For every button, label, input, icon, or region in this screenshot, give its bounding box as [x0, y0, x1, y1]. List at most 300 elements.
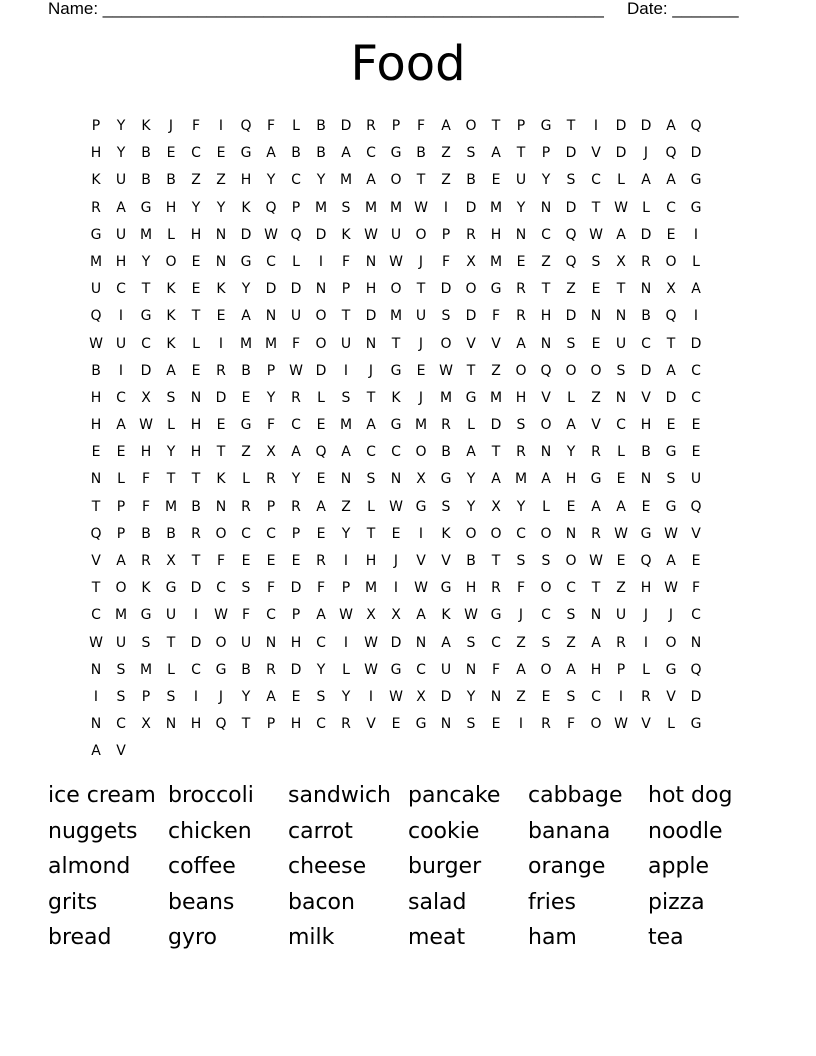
grid-letter[interactable]: E: [491, 172, 502, 189]
grid-letter[interactable]: D: [615, 118, 628, 134]
grid-letter[interactable]: F: [341, 253, 352, 270]
grid-letter[interactable]: H: [90, 389, 103, 406]
grid-letter[interactable]: A: [666, 362, 677, 379]
grid-letter[interactable]: I: [343, 553, 350, 569]
grid-letter[interactable]: N: [340, 471, 353, 488]
grid-letter[interactable]: D: [340, 118, 353, 134]
grid-letter[interactable]: O: [565, 362, 578, 379]
grid-letter[interactable]: S: [566, 335, 577, 352]
grid-letter[interactable]: C: [491, 634, 502, 651]
grid-letter[interactable]: F: [266, 118, 277, 134]
grid-letter[interactable]: D: [640, 362, 653, 379]
grid-letter[interactable]: R: [141, 553, 152, 569]
grid-letter[interactable]: W: [389, 253, 404, 270]
grid-letter[interactable]: O: [390, 172, 403, 189]
grid-letter[interactable]: I: [443, 199, 450, 216]
grid-letter[interactable]: G: [390, 362, 403, 379]
grid-letter[interactable]: U: [615, 607, 628, 624]
grid-letter[interactable]: A: [566, 417, 577, 434]
grid-letter[interactable]: W: [364, 634, 379, 651]
grid-letter[interactable]: N: [265, 634, 278, 651]
grid-letter[interactable]: D: [640, 118, 653, 134]
grid-letter[interactable]: O: [540, 580, 553, 597]
grid-letter[interactable]: O: [415, 444, 428, 461]
grid-letter[interactable]: G: [390, 417, 403, 434]
grid-letter[interactable]: D: [465, 199, 478, 216]
grid-letter[interactable]: N: [490, 688, 503, 705]
grid-letter[interactable]: Y: [341, 688, 352, 705]
grid-letter[interactable]: S: [666, 471, 677, 488]
grid-letter[interactable]: L: [317, 389, 326, 406]
grid-letter[interactable]: I: [218, 335, 225, 352]
grid-letter[interactable]: C: [541, 607, 552, 624]
grid-letter[interactable]: D: [565, 308, 578, 325]
grid-letter[interactable]: Q: [565, 226, 578, 243]
grid-letter[interactable]: E: [516, 253, 527, 270]
grid-letter[interactable]: J: [168, 118, 175, 134]
grid-letter[interactable]: E: [591, 281, 602, 298]
grid-letter[interactable]: R: [291, 498, 302, 515]
grid-letter[interactable]: P: [441, 226, 452, 243]
grid-letter[interactable]: A: [366, 417, 377, 434]
grid-letter[interactable]: P: [116, 498, 127, 515]
grid-letter[interactable]: B: [166, 172, 177, 189]
grid-letter[interactable]: M: [139, 661, 154, 678]
grid-letter[interactable]: E: [216, 308, 227, 325]
grid-letter[interactable]: B: [316, 118, 327, 134]
grid-letter[interactable]: R: [216, 362, 227, 379]
grid-letter[interactable]: X: [466, 253, 477, 270]
grid-letter[interactable]: E: [241, 389, 252, 406]
grid-letter[interactable]: H: [290, 716, 303, 733]
grid-letter[interactable]: Z: [566, 281, 577, 298]
grid-letter[interactable]: W: [364, 226, 379, 243]
grid-letter[interactable]: C: [366, 444, 377, 461]
grid-letter[interactable]: D: [290, 580, 303, 597]
grid-letter[interactable]: B: [466, 172, 477, 189]
grid-letter[interactable]: C: [616, 417, 627, 434]
grid-letter[interactable]: U: [440, 661, 453, 678]
grid-letter[interactable]: B: [166, 525, 177, 542]
grid-letter[interactable]: F: [141, 498, 152, 515]
grid-letter[interactable]: V: [441, 553, 452, 569]
grid-letter[interactable]: Y: [466, 498, 477, 515]
grid-letter[interactable]: G: [140, 607, 153, 624]
grid-letter[interactable]: E: [216, 145, 227, 162]
grid-letter[interactable]: A: [241, 308, 252, 325]
grid-letter[interactable]: K: [241, 199, 252, 216]
grid-letter[interactable]: I: [193, 607, 200, 624]
grid-letter[interactable]: W: [364, 661, 379, 678]
grid-letter[interactable]: U: [415, 308, 428, 325]
grid-letter[interactable]: H: [590, 661, 603, 678]
grid-letter[interactable]: F: [141, 471, 152, 488]
grid-letter[interactable]: G: [440, 471, 453, 488]
grid-letter[interactable]: K: [216, 471, 227, 488]
grid-letter[interactable]: L: [467, 417, 476, 434]
grid-letter[interactable]: L: [692, 253, 701, 270]
grid-letter[interactable]: S: [441, 308, 452, 325]
grid-letter[interactable]: M: [489, 199, 504, 216]
grid-letter[interactable]: I: [393, 580, 400, 597]
grid-letter[interactable]: W: [389, 688, 404, 705]
grid-letter[interactable]: L: [642, 661, 651, 678]
grid-letter[interactable]: Z: [616, 580, 627, 597]
grid-letter[interactable]: H: [90, 417, 103, 434]
grid-letter[interactable]: K: [166, 308, 177, 325]
grid-letter[interactable]: Q: [640, 553, 653, 569]
grid-letter[interactable]: U: [340, 335, 353, 352]
grid-letter[interactable]: T: [141, 281, 152, 298]
grid-letter[interactable]: G: [490, 281, 503, 298]
grid-letter[interactable]: A: [466, 444, 477, 461]
grid-letter[interactable]: A: [316, 607, 327, 624]
grid-letter[interactable]: T: [166, 634, 177, 651]
grid-letter[interactable]: O: [665, 253, 678, 270]
grid-letter[interactable]: P: [291, 199, 302, 216]
grid-letter[interactable]: L: [117, 471, 126, 488]
grid-letter[interactable]: B: [416, 145, 427, 162]
grid-letter[interactable]: R: [516, 281, 527, 298]
grid-letter[interactable]: G: [240, 253, 253, 270]
grid-letter[interactable]: D: [665, 389, 678, 406]
grid-letter[interactable]: E: [591, 335, 602, 352]
grid-letter[interactable]: O: [465, 525, 478, 542]
grid-letter[interactable]: Q: [90, 525, 103, 542]
grid-letter[interactable]: G: [165, 580, 178, 597]
grid-letter[interactable]: R: [591, 444, 602, 461]
grid-letter[interactable]: E: [641, 498, 652, 515]
grid-letter[interactable]: C: [266, 607, 277, 624]
grid-letter[interactable]: N: [265, 308, 278, 325]
grid-letter[interactable]: M: [489, 389, 504, 406]
grid-letter[interactable]: A: [266, 688, 277, 705]
grid-letter[interactable]: K: [216, 281, 227, 298]
grid-letter[interactable]: C: [316, 716, 327, 733]
grid-letter[interactable]: F: [441, 253, 452, 270]
grid-letter[interactable]: S: [466, 145, 477, 162]
grid-letter[interactable]: F: [316, 580, 327, 597]
grid-letter[interactable]: C: [291, 172, 302, 189]
grid-letter[interactable]: C: [241, 525, 252, 542]
grid-letter[interactable]: Y: [516, 199, 527, 216]
grid-letter[interactable]: H: [90, 145, 103, 162]
grid-letter[interactable]: F: [266, 580, 277, 597]
grid-letter[interactable]: J: [393, 553, 400, 569]
grid-letter[interactable]: G: [665, 661, 678, 678]
grid-letter[interactable]: G: [590, 471, 603, 488]
grid-letter[interactable]: O: [565, 553, 578, 569]
date-field[interactable]: Date: _______: [627, 0, 739, 18]
grid-letter[interactable]: C: [316, 634, 327, 651]
grid-letter[interactable]: O: [490, 525, 503, 542]
grid-letter[interactable]: I: [218, 118, 225, 134]
grid-letter[interactable]: N: [215, 498, 228, 515]
grid-letter[interactable]: Q: [290, 226, 303, 243]
grid-letter[interactable]: V: [641, 716, 652, 733]
grid-letter[interactable]: C: [266, 253, 277, 270]
grid-letter[interactable]: M: [389, 308, 404, 325]
grid-letter[interactable]: N: [190, 389, 203, 406]
grid-letter[interactable]: D: [390, 634, 403, 651]
name-field[interactable]: Name: _____________________________________________________: [48, 0, 604, 18]
grid-letter[interactable]: Y: [266, 389, 277, 406]
grid-letter[interactable]: L: [567, 389, 576, 406]
grid-letter[interactable]: C: [666, 199, 677, 216]
grid-letter[interactable]: C: [291, 417, 302, 434]
grid-letter[interactable]: U: [90, 281, 103, 298]
grid-letter[interactable]: M: [264, 335, 279, 352]
grid-letter[interactable]: A: [441, 634, 452, 651]
grid-letter[interactable]: S: [116, 688, 127, 705]
grid-letter[interactable]: Z: [191, 172, 202, 189]
grid-letter[interactable]: G: [665, 444, 678, 461]
grid-letter[interactable]: J: [418, 335, 425, 352]
grid-letter[interactable]: Z: [516, 634, 527, 651]
grid-letter[interactable]: Z: [591, 389, 602, 406]
grid-letter[interactable]: L: [617, 444, 626, 461]
grid-letter[interactable]: H: [465, 580, 478, 597]
grid-letter[interactable]: N: [390, 471, 403, 488]
grid-letter[interactable]: O: [540, 525, 553, 542]
grid-letter[interactable]: C: [541, 226, 552, 243]
grid-letter[interactable]: A: [166, 362, 177, 379]
grid-letter[interactable]: Q: [690, 118, 703, 134]
grid-letter[interactable]: Q: [90, 308, 103, 325]
grid-letter[interactable]: T: [591, 199, 602, 216]
grid-letter[interactable]: H: [290, 634, 303, 651]
grid-letter[interactable]: R: [291, 389, 302, 406]
grid-letter[interactable]: K: [91, 172, 102, 189]
grid-letter[interactable]: Y: [191, 199, 202, 216]
grid-letter[interactable]: G: [240, 145, 253, 162]
grid-letter[interactable]: S: [541, 634, 552, 651]
grid-letter[interactable]: K: [141, 118, 152, 134]
grid-letter[interactable]: F: [491, 661, 502, 678]
grid-letter[interactable]: P: [266, 716, 277, 733]
grid-letter[interactable]: W: [414, 199, 429, 216]
grid-letter[interactable]: H: [190, 444, 203, 461]
grid-letter[interactable]: J: [643, 607, 650, 624]
grid-letter[interactable]: R: [541, 716, 552, 733]
grid-letter[interactable]: A: [591, 634, 602, 651]
grid-letter[interactable]: O: [540, 661, 553, 678]
grid-letter[interactable]: N: [465, 661, 478, 678]
grid-letter[interactable]: P: [541, 145, 552, 162]
grid-letter[interactable]: O: [165, 253, 178, 270]
grid-letter[interactable]: E: [116, 444, 127, 461]
grid-letter[interactable]: R: [466, 226, 477, 243]
grid-letter[interactable]: J: [218, 688, 225, 705]
grid-letter[interactable]: L: [667, 716, 676, 733]
grid-letter[interactable]: F: [191, 118, 202, 134]
grid-letter[interactable]: N: [615, 308, 628, 325]
grid-letter[interactable]: U: [115, 226, 128, 243]
grid-letter[interactable]: A: [116, 199, 127, 216]
grid-letter[interactable]: G: [215, 661, 228, 678]
grid-letter[interactable]: A: [366, 172, 377, 189]
grid-letter[interactable]: C: [116, 716, 127, 733]
grid-letter[interactable]: W: [339, 607, 354, 624]
grid-letter[interactable]: H: [490, 226, 503, 243]
grid-letter[interactable]: H: [565, 471, 578, 488]
grid-letter[interactable]: O: [515, 362, 528, 379]
grid-letter[interactable]: Y: [316, 172, 327, 189]
grid-letter[interactable]: U: [390, 226, 403, 243]
grid-letter[interactable]: C: [641, 335, 652, 352]
grid-letter[interactable]: I: [193, 688, 200, 705]
grid-letter[interactable]: Y: [116, 118, 127, 134]
grid-letter[interactable]: L: [167, 226, 176, 243]
grid-letter[interactable]: D: [265, 281, 278, 298]
grid-letter[interactable]: N: [515, 226, 528, 243]
grid-letter[interactable]: A: [666, 172, 677, 189]
grid-letter[interactable]: C: [266, 525, 277, 542]
grid-letter[interactable]: I: [93, 688, 100, 705]
grid-letter[interactable]: U: [615, 335, 628, 352]
grid-letter[interactable]: Y: [291, 471, 302, 488]
grid-letter[interactable]: D: [140, 362, 153, 379]
grid-letter[interactable]: K: [391, 389, 402, 406]
grid-letter[interactable]: T: [541, 281, 552, 298]
grid-letter[interactable]: D: [465, 308, 478, 325]
grid-letter[interactable]: W: [589, 226, 604, 243]
grid-letter[interactable]: R: [616, 634, 627, 651]
grid-letter[interactable]: A: [691, 281, 702, 298]
grid-letter[interactable]: T: [191, 471, 202, 488]
grid-letter[interactable]: G: [665, 498, 678, 515]
grid-letter[interactable]: H: [365, 553, 378, 569]
grid-letter[interactable]: C: [216, 580, 227, 597]
grid-letter[interactable]: F: [216, 553, 227, 569]
grid-letter[interactable]: O: [540, 417, 553, 434]
grid-letter[interactable]: E: [691, 553, 702, 569]
grid-letter[interactable]: I: [418, 525, 425, 542]
grid-letter[interactable]: X: [141, 389, 152, 406]
grid-letter[interactable]: C: [116, 281, 127, 298]
grid-letter[interactable]: O: [465, 118, 478, 134]
grid-letter[interactable]: Q: [690, 661, 703, 678]
grid-letter[interactable]: R: [516, 308, 527, 325]
grid-letter[interactable]: H: [140, 444, 153, 461]
grid-letter[interactable]: P: [141, 688, 152, 705]
grid-letter[interactable]: R: [591, 525, 602, 542]
grid-letter[interactable]: N: [540, 199, 553, 216]
grid-letter[interactable]: E: [91, 444, 102, 461]
grid-letter[interactable]: G: [415, 498, 428, 515]
grid-letter[interactable]: Y: [466, 688, 477, 705]
grid-letter[interactable]: R: [641, 253, 652, 270]
grid-letter[interactable]: E: [416, 362, 427, 379]
grid-letter[interactable]: U: [115, 335, 128, 352]
grid-letter[interactable]: V: [666, 688, 677, 705]
grid-letter[interactable]: E: [166, 145, 177, 162]
grid-letter[interactable]: W: [614, 525, 629, 542]
grid-letter[interactable]: E: [616, 553, 627, 569]
grid-letter[interactable]: I: [368, 688, 375, 705]
grid-letter[interactable]: H: [515, 389, 528, 406]
grid-letter[interactable]: I: [593, 118, 600, 134]
grid-letter[interactable]: O: [215, 525, 228, 542]
grid-letter[interactable]: H: [640, 417, 653, 434]
grid-letter[interactable]: T: [466, 362, 477, 379]
grid-letter[interactable]: S: [441, 498, 452, 515]
grid-letter[interactable]: C: [691, 362, 702, 379]
grid-letter[interactable]: T: [341, 308, 352, 325]
grid-letter[interactable]: G: [415, 716, 428, 733]
grid-letter[interactable]: L: [342, 661, 351, 678]
grid-letter[interactable]: E: [191, 362, 202, 379]
grid-letter[interactable]: Z: [491, 362, 502, 379]
grid-letter[interactable]: N: [365, 335, 378, 352]
grid-letter[interactable]: T: [591, 580, 602, 597]
grid-letter[interactable]: A: [491, 471, 502, 488]
grid-letter[interactable]: N: [415, 634, 428, 651]
grid-letter[interactable]: U: [515, 172, 528, 189]
grid-letter[interactable]: S: [591, 253, 602, 270]
grid-letter[interactable]: Q: [665, 308, 678, 325]
grid-letter[interactable]: F: [566, 716, 577, 733]
grid-letter[interactable]: D: [615, 145, 628, 162]
grid-letter[interactable]: T: [166, 471, 177, 488]
grid-letter[interactable]: T: [241, 716, 252, 733]
grid-letter[interactable]: V: [491, 335, 502, 352]
grid-letter[interactable]: O: [215, 634, 228, 651]
grid-letter[interactable]: X: [491, 498, 502, 515]
grid-letter[interactable]: U: [115, 634, 128, 651]
grid-letter[interactable]: F: [241, 607, 252, 624]
grid-letter[interactable]: F: [266, 417, 277, 434]
grid-letter[interactable]: V: [591, 145, 602, 162]
grid-letter[interactable]: T: [491, 444, 502, 461]
grid-letter[interactable]: B: [141, 525, 152, 542]
grid-letter[interactable]: V: [541, 389, 552, 406]
grid-letter[interactable]: B: [316, 145, 327, 162]
grid-letter[interactable]: N: [90, 716, 103, 733]
grid-letter[interactable]: W: [464, 607, 479, 624]
grid-letter[interactable]: W: [614, 199, 629, 216]
grid-letter[interactable]: G: [90, 226, 103, 243]
grid-letter[interactable]: E: [541, 688, 552, 705]
grid-letter[interactable]: X: [266, 444, 277, 461]
grid-letter[interactable]: D: [690, 145, 703, 162]
grid-letter[interactable]: B: [91, 362, 102, 379]
grid-letter[interactable]: M: [414, 417, 429, 434]
grid-letter[interactable]: P: [341, 580, 352, 597]
grid-letter[interactable]: S: [566, 172, 577, 189]
grid-letter[interactable]: Y: [566, 444, 577, 461]
grid-letter[interactable]: H: [165, 199, 178, 216]
grid-letter[interactable]: V: [416, 553, 427, 569]
grid-letter[interactable]: N: [615, 389, 628, 406]
grid-letter[interactable]: X: [391, 607, 402, 624]
grid-letter[interactable]: Z: [566, 634, 577, 651]
grid-letter[interactable]: M: [164, 498, 179, 515]
grid-letter[interactable]: W: [414, 580, 429, 597]
grid-letter[interactable]: L: [167, 417, 176, 434]
grid-letter[interactable]: H: [190, 716, 203, 733]
grid-letter[interactable]: K: [166, 281, 177, 298]
grid-letter[interactable]: O: [665, 634, 678, 651]
grid-letter[interactable]: V: [366, 716, 377, 733]
grid-letter[interactable]: E: [191, 253, 202, 270]
grid-letter[interactable]: D: [690, 335, 703, 352]
grid-letter[interactable]: V: [641, 389, 652, 406]
grid-letter[interactable]: B: [141, 172, 152, 189]
grid-letter[interactable]: Y: [266, 172, 277, 189]
grid-letter[interactable]: S: [516, 553, 527, 569]
grid-letter[interactable]: N: [215, 226, 228, 243]
